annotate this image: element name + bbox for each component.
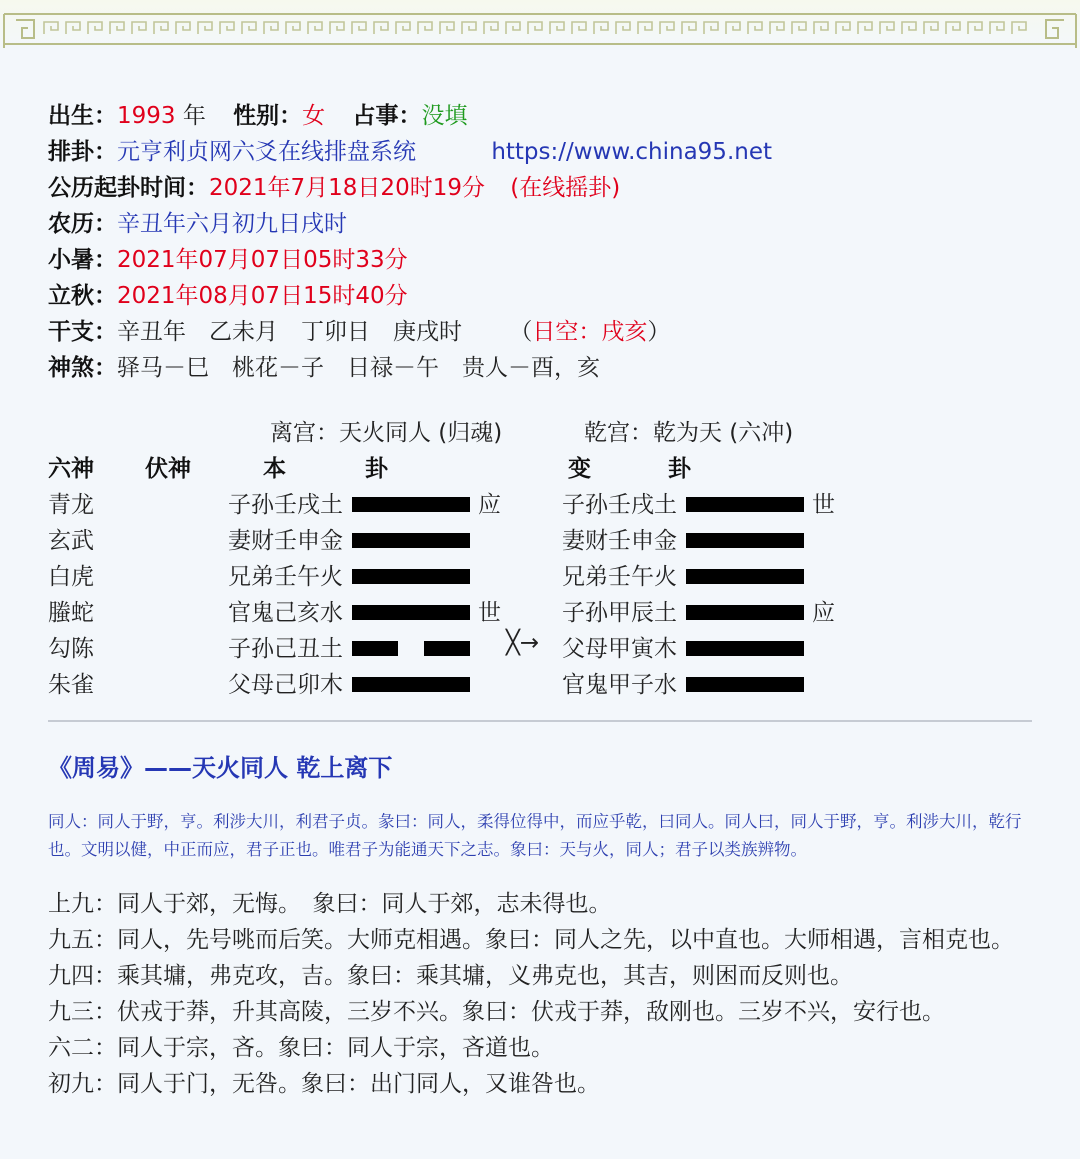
- bian-yao-label: 官鬼甲子水: [562, 672, 677, 698]
- bian-yao-label: 子孙甲辰土: [562, 600, 677, 626]
- xiaoshu-row: [48, 242, 772, 278]
- ben-yao-label: 兄弟壬午火: [228, 564, 343, 590]
- liushen-label: 青龙: [48, 492, 94, 518]
- bian-yao-label: 妻财壬申金: [562, 528, 677, 554]
- ben-yao-label: 官鬼己亥水: [228, 600, 343, 626]
- rikong-value: 日空：戌亥: [532, 319, 648, 345]
- decorative-border: [0, 0, 1080, 50]
- liushen-label: 白虎: [48, 564, 94, 590]
- ben-yao-label: 子孙己丑土: [228, 636, 343, 662]
- shensha-row: [48, 350, 772, 386]
- gongli-value: 2021年7月18日20时19分: [209, 175, 485, 201]
- ganzhi-value: 辛丑年 乙未月 丁卯日 庚戌时: [117, 319, 462, 345]
- nongli-label: 农历：: [48, 211, 117, 237]
- birth-unit: 年: [175, 103, 206, 129]
- birth-label: 出生：: [48, 103, 117, 129]
- yao-line-text: 六二：同人于宗，吝。象曰：同人于宗，吝道也。: [48, 1035, 554, 1061]
- bian-yang-line: [686, 569, 804, 584]
- ben-yang-line: [352, 569, 470, 584]
- moving-line-mark: ╳→: [506, 630, 540, 656]
- ganzhi-label: 干支：: [48, 319, 117, 345]
- rikong-close: ）: [647, 319, 671, 345]
- liqiu-label: 立秋：: [48, 283, 117, 309]
- gender-value: 女: [302, 103, 326, 129]
- liushen-label: 勾陈: [48, 636, 94, 662]
- rikong-open: （: [509, 319, 533, 345]
- paigua-label: 排卦：: [48, 139, 117, 165]
- paigua-system[interactable]: 元亨利贞网六爻在线排盘系统: [117, 139, 416, 165]
- ben-shi-ying-mark: 世: [478, 600, 501, 626]
- bian-yang-line: [686, 497, 804, 512]
- yao-line-text: 初九：同人于门，无咎。象曰：出门同人，又谁咎也。: [48, 1071, 600, 1097]
- zhouyi-intro: 同人：同人于野，亨。利涉大川，利君子贞。彖曰：同人，柔得位得中，而应乎乾，曰同人。同人曰，同人于野，亨。利涉大川，乾行也。文明以健，中正而应，君子正也。唯君子为能通天下之志。象曰：天与火，同人；君子以类族辨物。: [48, 812, 1022, 859]
- nongli-row: [48, 206, 772, 242]
- ben-yang-line: [352, 497, 470, 512]
- birth-row: [48, 98, 772, 134]
- header-bian-gua: 卦: [668, 456, 691, 482]
- bian-yang-line: [686, 677, 804, 692]
- ben-yao-label: 子孙壬戌土: [228, 492, 343, 518]
- gender-label: 性别：: [233, 103, 303, 129]
- zhouyi-yao-lines: [48, 886, 1038, 1102]
- ben-yin-line-right: [424, 641, 470, 656]
- ben-yang-line: [352, 605, 470, 620]
- header-liushen: 六神: [48, 456, 94, 482]
- liqiu-value: 2021年08月07日15时40分: [117, 283, 408, 309]
- bian-yang-line: [686, 641, 804, 656]
- bian-yao-label: 父母甲寅木: [562, 636, 677, 662]
- liushen-label: 螣蛇: [48, 600, 94, 626]
- ben-yang-line: [352, 677, 470, 692]
- zhouyi-title: 《周易》——天火同人 乾上离下: [48, 754, 393, 782]
- nongli-value: 辛丑年六月初九日戌时: [117, 211, 347, 237]
- bian-gua-title: 乾宫：乾为天 (六冲): [584, 420, 794, 446]
- ben-gua-title: 离宫：天火同人 (归魂): [270, 420, 503, 446]
- ben-yang-line: [352, 533, 470, 548]
- xiaoshu-value: 2021年07月07日05时33分: [117, 247, 408, 273]
- liushen-label: 朱雀: [48, 672, 94, 698]
- ganzhi-row: [48, 314, 772, 350]
- gongli-label: 公历起卦时间：: [48, 175, 209, 201]
- bian-shi-ying-mark: 世: [812, 492, 835, 518]
- birth-year: 1993: [117, 103, 176, 129]
- liushen-label: 玄武: [48, 528, 94, 554]
- section-divider: [48, 720, 1032, 722]
- header-fushen: 伏神: [145, 456, 191, 482]
- bian-yang-line: [686, 533, 804, 548]
- paigua-url-link[interactable]: https://www.china95.net: [491, 139, 772, 165]
- bian-yao-label: 兄弟壬午火: [562, 564, 677, 590]
- paigua-row: [48, 134, 772, 170]
- shensha-label: 神煞：: [48, 355, 117, 381]
- header-bian: 变: [568, 456, 591, 482]
- yao-line-text: 九三：伏戎于莽，升其高陵，三岁不兴。象曰：伏戎于莽，敌刚也。三岁不兴，安行也。: [48, 999, 945, 1025]
- info-block: [48, 98, 772, 386]
- ben-yin-line-left: [352, 641, 398, 656]
- gongli-note: (在线摇卦): [510, 175, 621, 201]
- shensha-value: 驿马－巳 桃花－子 日禄－午 贵人－酉，亥: [117, 355, 600, 381]
- gongli-row: [48, 170, 772, 206]
- yao-line-text: 上九：同人于郊，无悔。 象曰：同人于郊，志未得也。: [48, 891, 612, 917]
- header-ben: 本: [263, 456, 286, 482]
- bian-yang-line: [686, 605, 804, 620]
- liqiu-row: [48, 278, 772, 314]
- ben-shi-ying-mark: 应: [478, 492, 501, 518]
- bian-shi-ying-mark: 应: [812, 600, 835, 626]
- bian-yao-label: 子孙壬戌土: [562, 492, 677, 518]
- ben-yao-label: 父母己卯木: [228, 672, 343, 698]
- xiaoshu-label: 小暑：: [48, 247, 117, 273]
- matter-label: 占事：: [352, 103, 422, 129]
- header-ben-gua: 卦: [365, 456, 388, 482]
- yao-line-text: 九四：乘其墉，弗克攻，吉。象曰：乘其墉，义弗克也，其吉，则困而反则也。: [48, 963, 853, 989]
- yao-line-text: 九五：同人，先号咷而后笑。大师克相遇。象曰：同人之先，以中直也。大师相遇，言相克也。: [48, 927, 1014, 953]
- matter-value: 没填: [421, 103, 468, 129]
- ben-yao-label: 妻财壬申金: [228, 528, 343, 554]
